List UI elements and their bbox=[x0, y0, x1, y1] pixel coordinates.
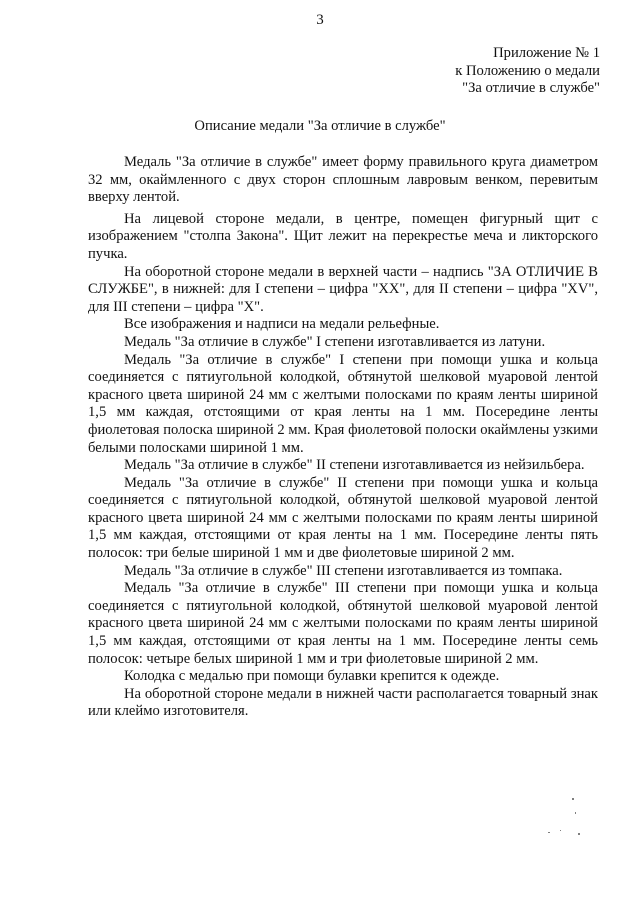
scan-speck bbox=[578, 833, 580, 835]
appendix-header bbox=[340, 45, 600, 98]
appendix-line-2: к Положению о медали bbox=[455, 62, 600, 79]
appendix-line-3: "За отличие в службе" bbox=[462, 80, 600, 96]
document-title: Описание медали "За отличие в службе" bbox=[194, 118, 446, 134]
paragraph-trademark: На оборотной стороне медали в нижней части располагается товарный знак или клеймо изготовителя. bbox=[88, 685, 598, 720]
paragraph-obverse: На лицевой стороне медали, в центре, помещен фигурный щит с изображением "столпа Закона". Щит лежит на перекрестье меча и ликторского пучка. bbox=[88, 210, 598, 262]
paragraph-degree-3-material: Медаль "За отличие в службе" III степени изготавливается из томпака. bbox=[124, 562, 563, 579]
scan-speck bbox=[560, 830, 561, 831]
scan-speck bbox=[548, 832, 550, 833]
paragraph-degree-2-ribbon: Медаль "За отличие в службе" II степени при помощи ушка и кольца соединяется с пятиугольной колодкой, обтянутой шелковой муаровой лентой красного цвета шириной 24 мм с желтыми полосками по краям ленты шириной 1,5 мм каждая, отстоящими от края ленты на 1 мм. Посередине ленты пять полосок: три белые шириной 1 мм и две фиолетовые шириной 2 мм. bbox=[88, 474, 598, 562]
paragraph-degree-2-material: Медаль "За отличие в службе" II степени изготавливается из нейзильбера. bbox=[124, 457, 585, 474]
scan-speck bbox=[572, 798, 574, 800]
paragraph-degree-3-ribbon: Медаль "За отличие в службе" III степени при помощи ушка и кольца соединяется с пятиугольной колодкой, обтянутой шелковой муаровой лентой красного цвета шириной 24 мм с желтыми полосками по краям ленты шириной 1,5 мм каждая, отстоящими от края ленты на 1 мм. Посередине ленты семь полосок: четыре белых шириной 1 мм и три фиолетовые шириной 2 мм. bbox=[88, 580, 598, 667]
paragraph-relief: Все изображения и надписи на медали рельефные. bbox=[124, 316, 440, 333]
scan-speck bbox=[575, 812, 576, 814]
paragraph-degree-1-ribbon: Медаль "За отличие в службе" I степени при помощи ушка и кольца соединяется с пятиугольной колодкой, обтянутой шелковой муаровой лентой красного цвета шириной 24 мм с желтыми полосками по краям ленты шириной 1,5 мм каждая, отстоящими от края ленты на 1 мм. Посередине ленты фиолетовая полоска шириной 2 мм. Края фиолетовой полоски окаймлены узкими белыми полосками шириной 1 мм. bbox=[88, 351, 598, 456]
paragraph-reverse: На оборотной стороне медали в верхней части – надпись "ЗА ОТЛИЧИЕ В СЛУЖБЕ", в нижней: для I степени – цифра "XX", для II степени – цифра "XV", для III степени – цифра "X". bbox=[88, 263, 598, 315]
paragraph-shape: Медаль "За отличие в службе" имеет форму правильного круга диаметром 32 мм, окаймленного с двух сторон сплошным лавровым венком, перевитым вверху лентой. bbox=[88, 154, 598, 206]
paragraph-degree-1-material: Медаль "За отличие в службе" I степени изготавливается из латуни. bbox=[124, 333, 546, 350]
document-body bbox=[88, 154, 598, 721]
appendix-line-1: Приложение № 1 bbox=[493, 45, 600, 61]
page-number: 3 bbox=[316, 12, 324, 28]
paragraph-pin: Колодка с медалью при помощи булавки крепится к одежде. bbox=[124, 668, 500, 685]
